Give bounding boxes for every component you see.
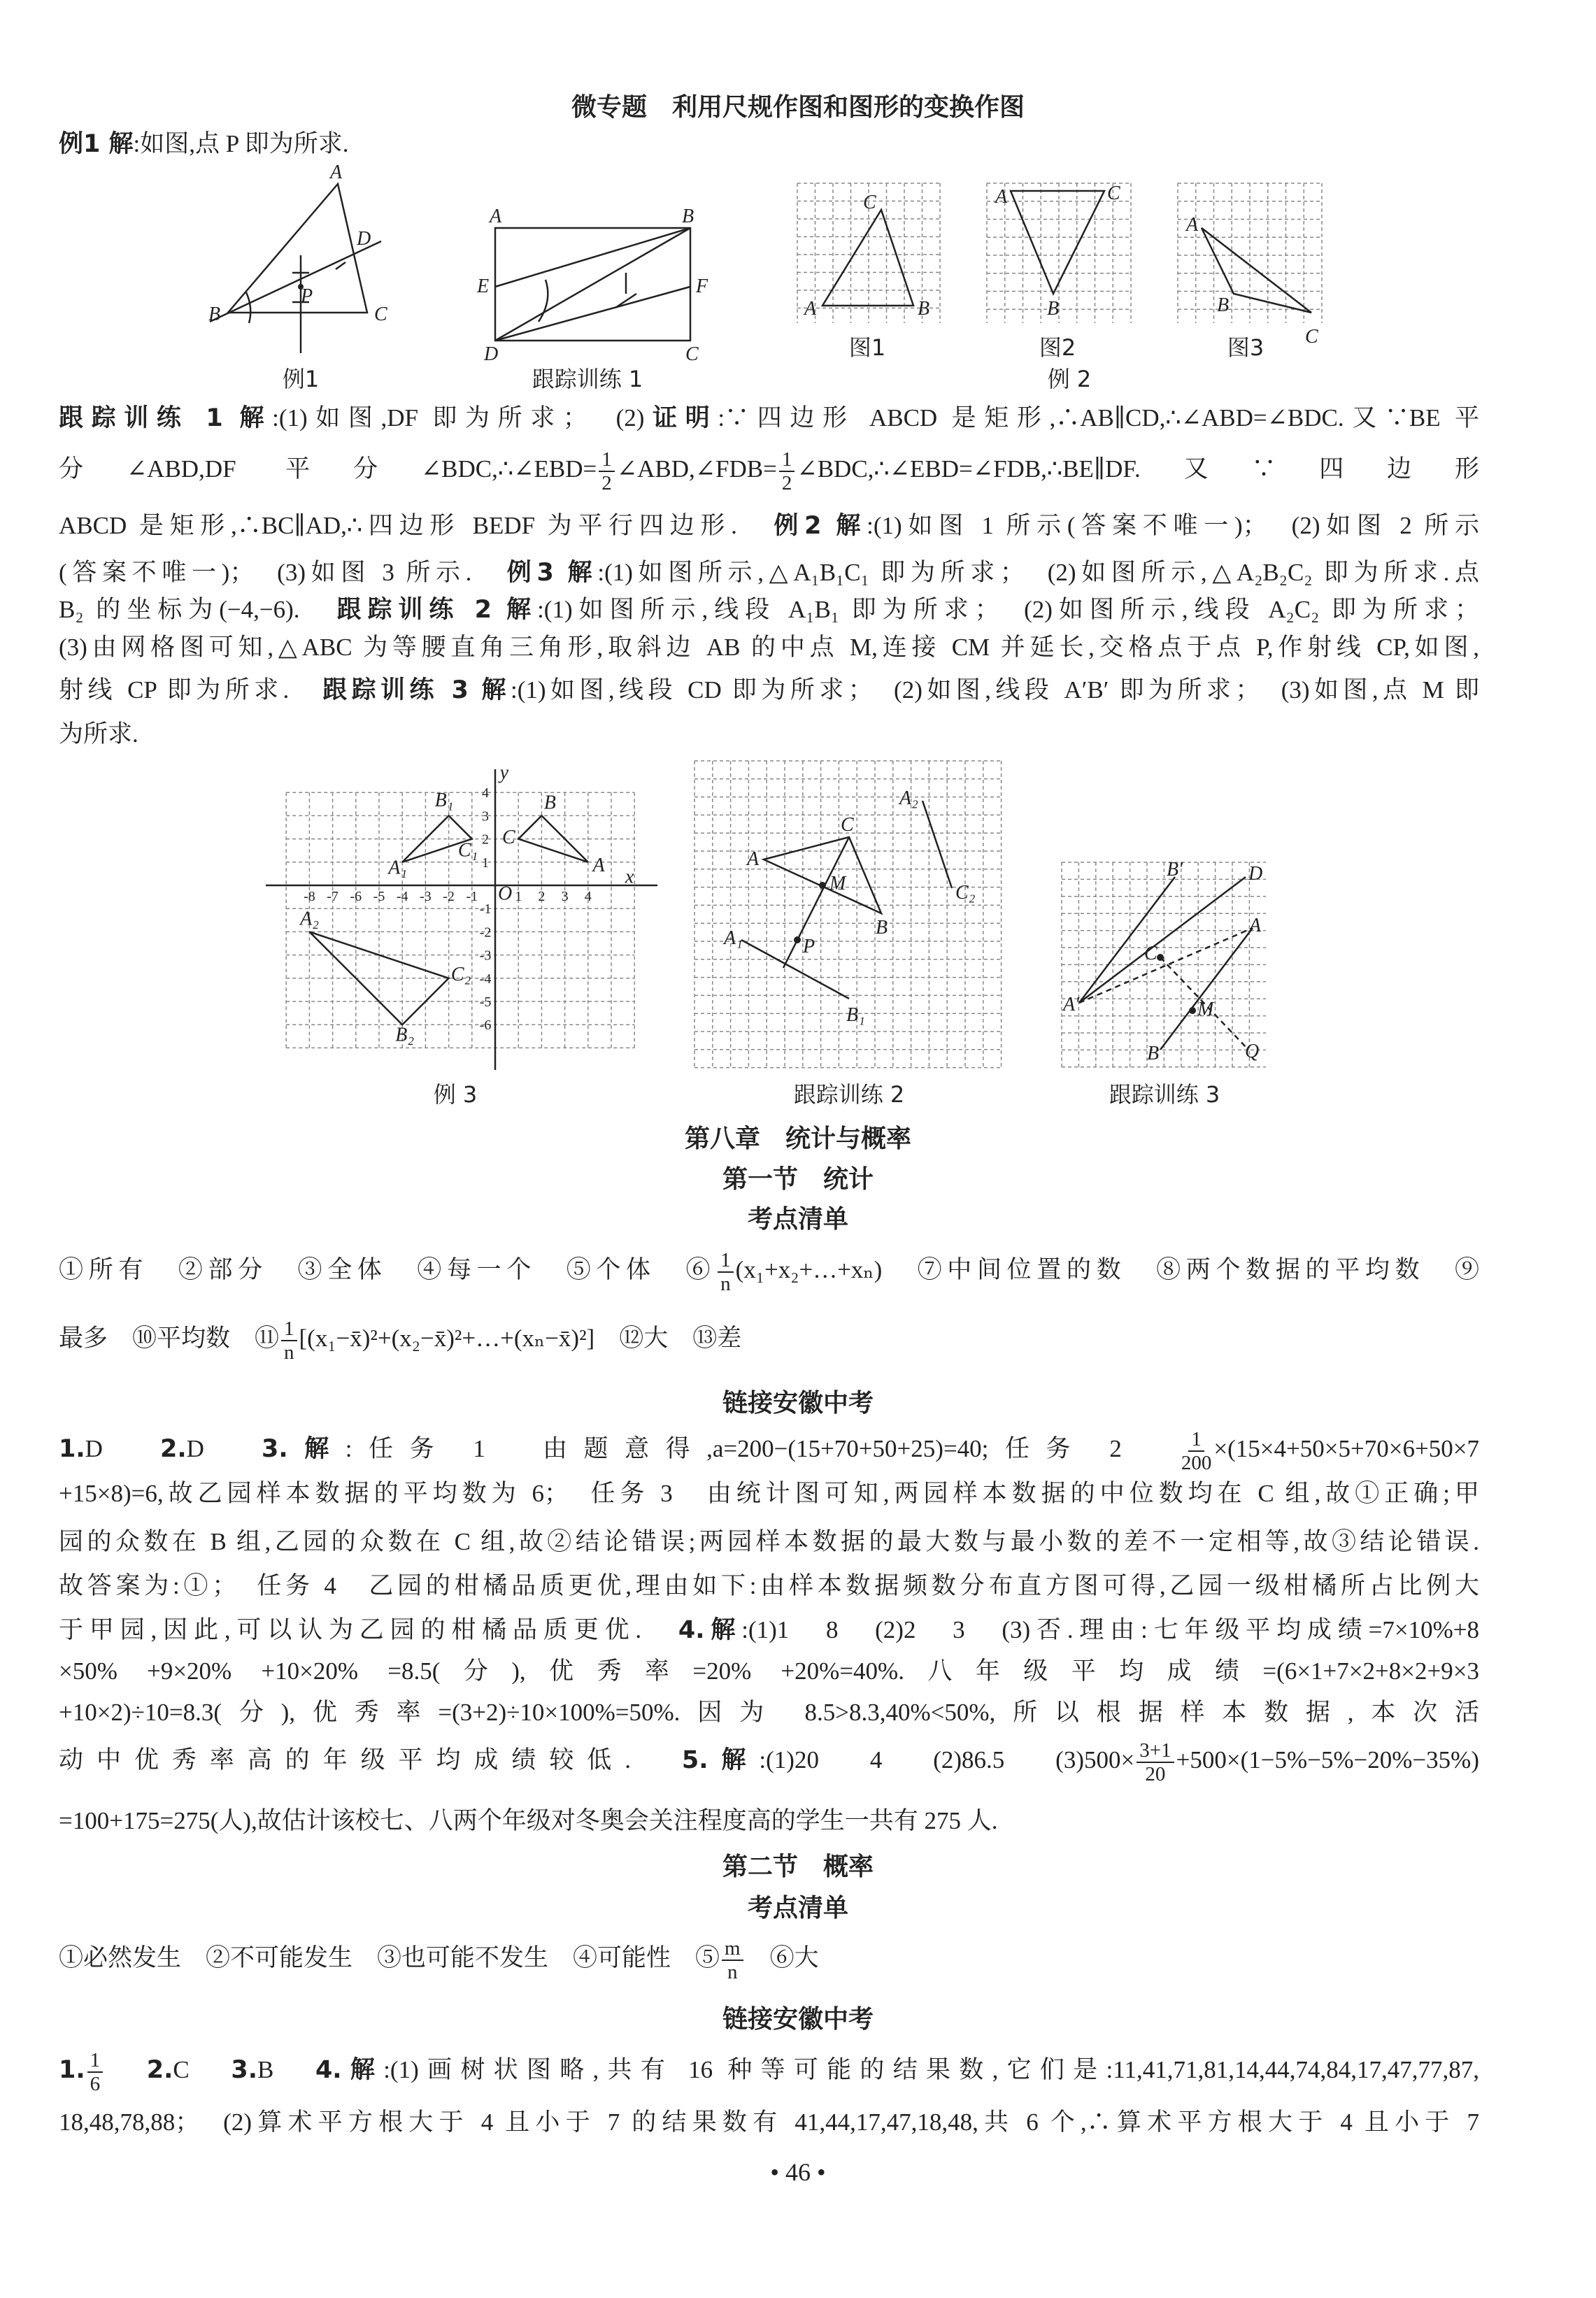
label: C xyxy=(374,304,387,325)
label: B xyxy=(1147,1043,1160,1064)
fraction: $\frac{3+1}{20}$ xyxy=(1137,1739,1174,1785)
label: M xyxy=(829,873,846,894)
label: A xyxy=(1249,915,1262,936)
tick-label: 3 xyxy=(482,808,489,825)
label: C xyxy=(1144,943,1157,964)
text-line: +15×8)=6,故乙园样本数据的平均数为 6； 任务 3 由统计图可知,两园样本数据的中位数均在 C 组,故①正确;甲 xyxy=(59,1480,1479,1507)
tick-label: -6 xyxy=(350,889,362,904)
label: A₁ xyxy=(388,857,408,879)
caption-example2: 例 2 xyxy=(1047,366,1092,392)
text-line: 1. $\frac{1}{6}$ 2.C 3.B 4.解:(1)画树状图略,共有 16 种等可能的结果数,它们是:11,41,71,81,14,44,74,84,17,47,77,87, xyxy=(59,2049,1479,2095)
text-line: ①必然发生 ②不可能发生 ③也可能不发生 ④可能性 ⑤ $\frac{m}{n}$ ⑥大 xyxy=(59,1937,819,1983)
example1-intro: 例1 解:如图,点 P 即为所求. xyxy=(59,130,349,158)
bold-label: 3. xyxy=(231,2056,257,2085)
fraction: $\frac{1}{6}$ xyxy=(87,2049,104,2095)
section2-exam-title: 链接安徽中考 xyxy=(722,2005,874,2034)
label: C xyxy=(841,814,854,836)
text-line: B₂ 的坐标为(−4,−6). 跟踪训练 2 解:(1)如图所示,线段 A₁B₁ 即为所求； (2)如图所示,线段 A₂C₂ 即为所求； xyxy=(59,596,1479,624)
segment xyxy=(1079,877,1246,1003)
label: C xyxy=(1305,326,1318,348)
label: B′ xyxy=(1167,859,1183,880)
caption-track1: 跟踪训练 1 xyxy=(532,366,643,392)
fig1-triangle xyxy=(822,210,913,306)
label: B xyxy=(1047,298,1060,320)
label: F xyxy=(696,276,708,297)
tick-label: -3 xyxy=(420,889,432,904)
text-line: 于甲园,因此,可以认为乙园的柑橘品质更优. 4.解:(1)1 8 (2)2 3 (3)否.理由:七年级平均成绩=7×10%+8 xyxy=(59,1616,1479,1644)
bold-label: 跟踪训练 2 解 xyxy=(336,596,538,624)
label: C xyxy=(1107,183,1120,204)
fig2-triangle xyxy=(1011,191,1104,294)
text-line: +10×2)÷10=8.3(分),优秀率=(3+2)÷10×100%=50%.因为 8.5>8.3,40%<50%,所以根据样本数据,本次活 xyxy=(59,1699,1479,1726)
fraction: $\frac{m}{n}$ xyxy=(722,1937,743,1983)
tick-label: -5 xyxy=(373,889,385,904)
text-line: 跟踪训练 1 解:(1)如图,DF 即为所求； (2)证明:∵四边形 ABCD 是矩形,∴AB∥CD,∴∠ABD=∠BDC.又∵BE 平 xyxy=(59,404,1479,432)
label: B xyxy=(682,206,694,227)
label: B xyxy=(918,298,930,320)
label: O xyxy=(497,883,513,905)
label: D xyxy=(484,343,499,365)
page-title: 微专题 利用尺规作图和图形的变换作图 xyxy=(571,93,1025,122)
bold-label: 5.解 xyxy=(681,1746,760,1775)
label: P xyxy=(803,936,815,957)
label: D xyxy=(1248,863,1263,885)
tick-label: -6 xyxy=(479,1018,492,1034)
text-line: 18,48,78,88； (2)算术平方根大于 4 且小于 7 的结果数有 41,44,17,47,18,48,共 6 个,∴算术平方根大于 4 且小于 7 xyxy=(59,2108,1479,2136)
text-line: ×50% +9×20% +10×20% =8.5(分),优秀率=20% +20%=40%.八年级平均成绩=(6×1+7×2+8×2+9×3 xyxy=(59,1657,1479,1685)
caption-track2: 跟踪训练 2 xyxy=(793,1081,905,1108)
label: A₂ xyxy=(300,908,319,930)
caption-fig3: 图3 xyxy=(1227,334,1264,361)
label: x xyxy=(625,866,634,888)
page-number: • 46 • xyxy=(770,2158,826,2186)
text-line: ①所有 ②部分 ③全体 ④每一个 ⑤个体 ⑥ $\frac{1}{n}$ (x₁+x₂+…+xₙ) ⑦中间位置的数 ⑧两个数据的平均数 ⑨ xyxy=(59,1249,1479,1295)
text-line: 为所求. xyxy=(59,720,138,748)
tick-label: -7 xyxy=(327,889,339,904)
label: A xyxy=(804,298,817,320)
bold-label: 例1 解 xyxy=(59,130,134,158)
label: P xyxy=(301,285,313,307)
tick-label: -2 xyxy=(443,889,455,904)
bold-label: 1. xyxy=(59,1435,85,1464)
tick-label: 4 xyxy=(482,785,489,801)
example3-labels xyxy=(299,762,634,1045)
bold-label: 3.解 xyxy=(262,1435,345,1464)
text-line: 动中优秀率高的年级平均成绩较低. 5.解:(1)20 4 (2)86.5 (3)500× $\frac{3+1}{20}$ +500×(1−5%−5%−20%−35%) xyxy=(59,1739,1479,1785)
label: M xyxy=(1197,999,1214,1020)
label: C₂ xyxy=(955,882,976,904)
tick-label: -2 xyxy=(479,925,492,941)
tick-label: -5 xyxy=(479,994,492,1010)
bold-label: 4.解 xyxy=(315,2056,384,2085)
label: C₂ xyxy=(450,964,471,986)
text-line: (答案不唯一)； (3)如图 3 所示. 例3 解:(1)如图所示,△A₁B₁C₁ 即为所求； (2)如图所示,△A₂B₂C₂ 即为所求.点 xyxy=(59,559,1480,587)
track2-triangle xyxy=(764,837,881,913)
bold-label: 2. xyxy=(146,2056,173,2085)
label: A₁ xyxy=(724,927,743,949)
label: A xyxy=(995,186,1008,208)
label: A xyxy=(330,162,343,183)
tick-label: 2 xyxy=(482,832,489,848)
label: B₂ xyxy=(395,1024,415,1046)
text-line: (3)由网格图可知,△ABC 为等腰直角三角形,取斜边 AB 的中点 M,连接 CM 并延长,交格点于点 P,作射线 CP,如图, xyxy=(59,634,1479,661)
bold-label: 证明 xyxy=(644,404,718,432)
figure-track1 xyxy=(495,228,690,341)
fraction: $\frac{1}{n}$ xyxy=(718,1249,734,1295)
section2-title: 第二节 概率 xyxy=(722,1853,874,1881)
label: A′ xyxy=(1063,994,1080,1015)
tick-label: -1 xyxy=(479,901,492,918)
label: B xyxy=(543,792,556,814)
dashed-segment xyxy=(1079,928,1253,1003)
caption-fig1: 图1 xyxy=(848,334,886,361)
caption-track3: 跟踪训练 3 xyxy=(1109,1081,1220,1108)
text-line: 故答案为:①； 任务 4 乙园的柑橘品质更优,理由如下:由样本数据频数分布直方图可得,乙园一级柑橘所占比例大 xyxy=(59,1572,1479,1599)
section1-list-title: 考点清单 xyxy=(747,1205,848,1234)
tick-label: 1 xyxy=(515,889,522,904)
tick-label: -4 xyxy=(396,889,408,904)
label: C xyxy=(685,343,699,365)
tick-label: -1 xyxy=(466,889,478,904)
text-line: 1.D 2.D 3.解:任务 1 由题意得,a=200−(15+70+50+25)=40;任务 2 $\frac{1}{200}$ ×(15×4+50×5+70×6+50×7 xyxy=(59,1428,1479,1474)
label: A xyxy=(490,206,502,227)
label: A xyxy=(747,848,760,870)
label: B₁ xyxy=(434,790,454,812)
label: C xyxy=(863,192,876,213)
tick-label: 4 xyxy=(584,889,592,904)
section1-exam-title: 链接安徽中考 xyxy=(722,1389,874,1418)
label: B xyxy=(1217,294,1230,316)
bold-label: 1. xyxy=(59,2056,85,2085)
tick-label: 3 xyxy=(561,889,569,904)
text-line: 园的众数在 B 组,乙园的众数在 C 组,故②结论错误;两园样本数据的最大数与最小数的差不一定相等,故③结论错误. xyxy=(59,1528,1479,1555)
caption-example1: 例1 xyxy=(282,366,320,392)
text-line: 射线 CP 即为所求. 跟踪训练 3 解:(1)如图,线段 CD 即为所求； (2)如图,线段 A′B′ 即为所求； (3)如图,点 M 即 xyxy=(59,676,1479,704)
tick-label: -4 xyxy=(479,971,492,987)
label: B xyxy=(876,917,888,939)
text-line: 最多 ⑩平均数 ⑪ $\frac{1}{n}$ [(x₁−x̄)²+(x₂−x̄)²+…+(xₙ−x̄)²] ⑫大 ⑬差 xyxy=(59,1318,742,1364)
tick-label: 2 xyxy=(538,889,546,904)
segment xyxy=(1079,877,1175,1003)
caption-example3: 例 3 xyxy=(433,1081,478,1108)
label: y xyxy=(499,762,509,784)
label: A₂ xyxy=(899,787,918,809)
label: A xyxy=(592,855,605,877)
bold-label: 2. xyxy=(160,1435,187,1464)
segment xyxy=(1160,928,1253,1050)
label: C xyxy=(501,827,515,849)
caption-fig2: 图2 xyxy=(1039,334,1076,361)
fraction: $\frac{1}{200}$ xyxy=(1181,1428,1212,1474)
text-line: =100+175=275(人),故估计该校七、八两个年级对冬奥会关注程度高的学生一共有 275 人. xyxy=(59,1807,998,1834)
bold-label: 例2 解 xyxy=(774,512,867,540)
bold-label: 跟踪训练 1 解 xyxy=(59,404,273,432)
label: D xyxy=(357,228,371,250)
tick-label: -3 xyxy=(479,948,492,964)
label: B xyxy=(208,304,221,325)
bold-label: 跟踪训练 3 解 xyxy=(322,676,511,704)
text-line: ABCD 是矩形,∴BC∥AD,∴四边形 BEDF 为平行四边形. 例2 解:(1)如图 1 所示(答案不唯一)； (2)如图 2 所示 xyxy=(59,512,1479,540)
bold-label: 4.解 xyxy=(678,1616,742,1644)
tick-label: -8 xyxy=(304,889,315,904)
segment-a1b1 xyxy=(741,940,849,999)
section1-title: 第一节 统计 xyxy=(722,1165,874,1194)
fraction: $\frac{1}{2}$ xyxy=(779,448,795,494)
label: C₁ xyxy=(457,839,478,862)
fraction: $\frac{1}{2}$ xyxy=(599,448,615,494)
label: E xyxy=(477,276,490,297)
label: Q xyxy=(1245,1041,1260,1062)
example3-grid xyxy=(286,792,634,1048)
label: B₁ xyxy=(846,1004,865,1026)
label: A xyxy=(1186,214,1199,236)
section2-list-title: 考点清单 xyxy=(747,1894,848,1922)
figure-example1 xyxy=(210,184,381,353)
text-line: 分∠ABD,DF 平分∠BDC,∴∠EBD= $\frac{1}{2}$ ∠ABD,∠FDB= $\frac{1}{2}$ ∠BDC,∴∠EBD=∠FDB,∴BE∥DF.又∵四边形 xyxy=(59,448,1480,494)
bold-label: 例3 解 xyxy=(506,559,598,587)
chapter-title: 第八章 统计与概率 xyxy=(684,1125,911,1153)
tick-label: 1 xyxy=(482,855,489,871)
fraction: $\frac{1}{n}$ xyxy=(281,1318,297,1364)
